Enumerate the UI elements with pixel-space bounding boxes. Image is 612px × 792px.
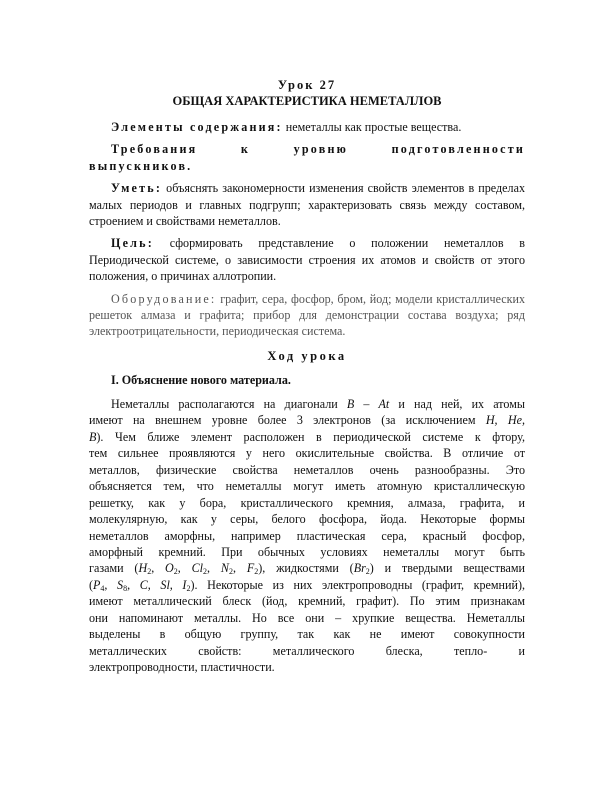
text-line: аморфный кремний. При обычных условиях неметаллы могут быть xyxy=(89,544,525,559)
lesson-title: ОБЩАЯ ХАРАКТЕРИСТИКА НЕМЕТАЛЛОВ xyxy=(172,94,442,108)
requirements-label-line2: выпускников. xyxy=(89,158,193,173)
skills-label: Уметь: xyxy=(111,181,163,196)
skills-text: объяснять закономерности изменения свойств элементов в пределах малых периодов и главных подгрупп; характеризовать связь между составом, строением и свойствами неметаллов. xyxy=(89,181,525,229)
text-line: объясняется тем, что неметаллы могут иметь атомную кристаллическую xyxy=(89,479,525,494)
equipment-label: Оборудование: xyxy=(111,291,217,306)
text-line: имеют на внешнем уровне более 3 электронов (за исключением H, He, xyxy=(89,413,526,428)
main-text-paragraph xyxy=(89,396,525,676)
text-line: молекулярную, как у серы, белого фосфора, йода. Некоторые формы xyxy=(89,512,525,527)
goal-label: Цель: xyxy=(111,236,154,251)
page-content xyxy=(89,77,525,676)
content-elements-paragraph xyxy=(89,119,525,135)
text-line: неметаллов аморфны, например пластическая сера, красный фосфор, xyxy=(89,528,525,543)
text-line: B). Чем ближе элемент расположен в периодической системе к фтору, xyxy=(89,429,525,444)
section-heading: I. Объяснение нового материала. xyxy=(111,372,291,387)
text-line: тем сильнее проявляются у него окислительные свойства. В отличие от xyxy=(89,446,525,461)
goal-paragraph xyxy=(89,235,525,284)
requirements-label-line1: Требования к уровню подготовленности xyxy=(111,142,525,157)
text-line: металлических свойств: металлического блеска, тепло- и xyxy=(89,643,525,658)
text-line: ($P_4$, $S_8$, C, Sl, $I_2$). Некоторые из них электропроводны (графит, кремний), xyxy=(89,577,526,593)
text-line: электропроводности, пластичности. xyxy=(89,660,275,675)
lesson-number: Урок 27 xyxy=(277,78,337,92)
text-line: имеют металлический блеск (йод, кремний, графит). По этим признакам xyxy=(89,594,525,609)
text-line: решетку, как у бора, кристаллического кремния, алмаза, графита, и xyxy=(89,495,525,510)
text-line: они напоминают металлы. Но все они – хрупкие вещества. Неметаллы xyxy=(89,610,525,625)
content-elements-label: Элементы содержания: xyxy=(111,120,283,134)
text-line: Неметаллы располагаются на диагонали B – At и над ней, их атомы xyxy=(111,396,525,411)
text-line: газами ($H_2$, $O_2$, $Cl_2$, $N_2$, $F_2$), жидкостями $(Br_2)$ и твердыми веществами xyxy=(89,561,526,577)
content-elements-text: неметаллы как простые вещества. xyxy=(282,120,462,134)
main-text-block xyxy=(89,396,525,676)
equipment-paragraph xyxy=(89,291,525,340)
requirements-line xyxy=(89,141,525,157)
skills-paragraph xyxy=(89,180,525,229)
lesson-flow-heading: Ход урока xyxy=(267,348,347,363)
goal-text: сформировать представление о положении неметаллов в Периодической системе, о зависимости строения их атомов и свойств от этого положения, о причинах аллотропии. xyxy=(89,236,525,284)
equipment-text: графит, сера, фосфор, бром, йод; модели кристаллических решеток алмаза и графита; прибор для демонстрации состава воздуха; ряд электроотрицательности, периодическая система. xyxy=(89,291,525,339)
text-line: металлов, физические свойства неметаллов очень разнообразны. Это xyxy=(89,462,525,477)
text-line: выделены в общую группу, так как не имеют совокупности xyxy=(89,627,525,642)
requirements-line2 xyxy=(89,158,525,174)
